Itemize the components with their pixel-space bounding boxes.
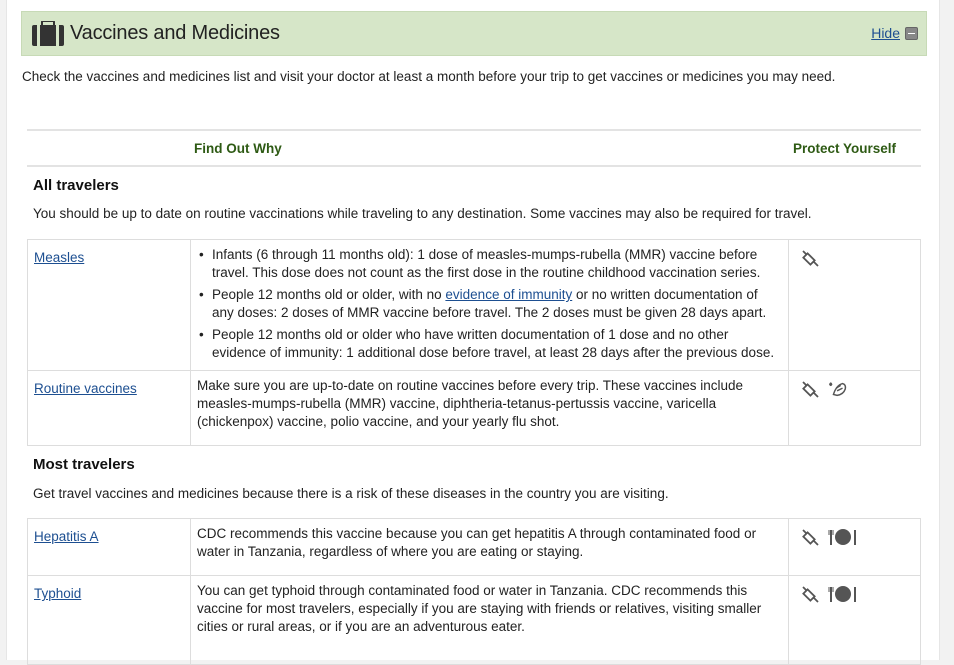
row-description: You can get typhoid through contaminated food or water in Tanzania. CDC recommends this vaccine for most travelers, especially if you are staying with friends or relatives, visiting smaller cities or rural areas, or if you are an adventurous eater. [190,576,789,664]
bullet-text: People 12 months old or older, with no [212,287,446,302]
protect-icons [800,584,858,604]
evidence-of-immunity-link[interactable]: evidence of immunity [445,287,573,302]
hide-link[interactable]: Hide [871,25,900,41]
vaccines-panel [6,0,940,660]
syringe-icon [800,527,820,547]
collapse-icon[interactable] [905,27,918,40]
routine-vaccines-link[interactable]: Routine vaccines [34,381,137,396]
row-description: Make sure you are up-to-date on routine vaccines before every trip. These vaccines include measles-mumps-rubella (MMR) vaccine, diphtheria-tetanus-pertussis vaccine, varicella (chickenpox) vaccine, polio vaccine, and your yearly flu shot. [190,371,789,445]
plate-utensils-icon [828,527,858,547]
all-travelers-desc: You should be up to date on routine vaccinations while traveling to any destination. Some vaccines may also be required for travel. [33,206,812,221]
section-title: Vaccines and Medicines [70,22,280,44]
row-description: CDC recommends this vaccine because you can get hepatitis A through contaminated food or water in Tanzania, regardless of where you are eating or staying. [190,519,789,575]
bullet-text: Infants (6 through 11 months old): 1 dose of measles-mumps-rubella (MMR) vaccine before travel. This dose does not count as the first dose in the routine childhood vaccination series. [212,247,761,280]
list-item [197,246,782,282]
bullet-text: People 12 months old or older who have written documentation of 1 dose and no other evidence of immunity: 1 additional dose before travel, at least 28 days after the previous dose. [212,327,775,360]
column-protect-yourself: Protect Yourself [793,141,897,156]
protect-icons [800,379,848,399]
list-item [197,326,782,362]
hepatitis-a-link[interactable]: Hepatitis A [34,529,99,544]
table-row [27,575,921,665]
measles-link[interactable]: Measles [34,250,85,265]
hide-toggle[interactable] [871,25,918,41]
table-row [27,239,921,371]
most-travelers-title: Most travelers [33,456,135,473]
syringe-icon [800,248,820,268]
typhoid-link[interactable]: Typhoid [34,586,82,601]
intro-text: Check the vaccines and medicines list and visit your doctor at least a month before your trip to get vaccines or medicines you may need. [22,69,836,84]
handwash-icon [828,379,848,399]
protect-icons [800,527,858,547]
row-description [190,240,789,370]
table-row [27,518,921,576]
suitcase-icon [31,21,65,47]
most-travelers-desc: Get travel vaccines and medicines because there is a risk of these diseases in the country you are visiting. [33,486,669,501]
column-find-out-why: Find Out Why [194,141,282,156]
list-item [197,286,782,322]
plate-utensils-icon [828,584,858,604]
bullet-text: or no written documentation of any doses: 2 doses of MMR vaccine before travel. The 2 doses must be given 28 days apart. [212,287,767,320]
all-travelers-title: All travelers [33,177,119,194]
column-headers [27,129,921,167]
section-header [21,11,927,56]
protect-icons [800,248,820,268]
table-row [27,370,921,446]
syringe-icon [800,379,820,399]
syringe-icon [800,584,820,604]
